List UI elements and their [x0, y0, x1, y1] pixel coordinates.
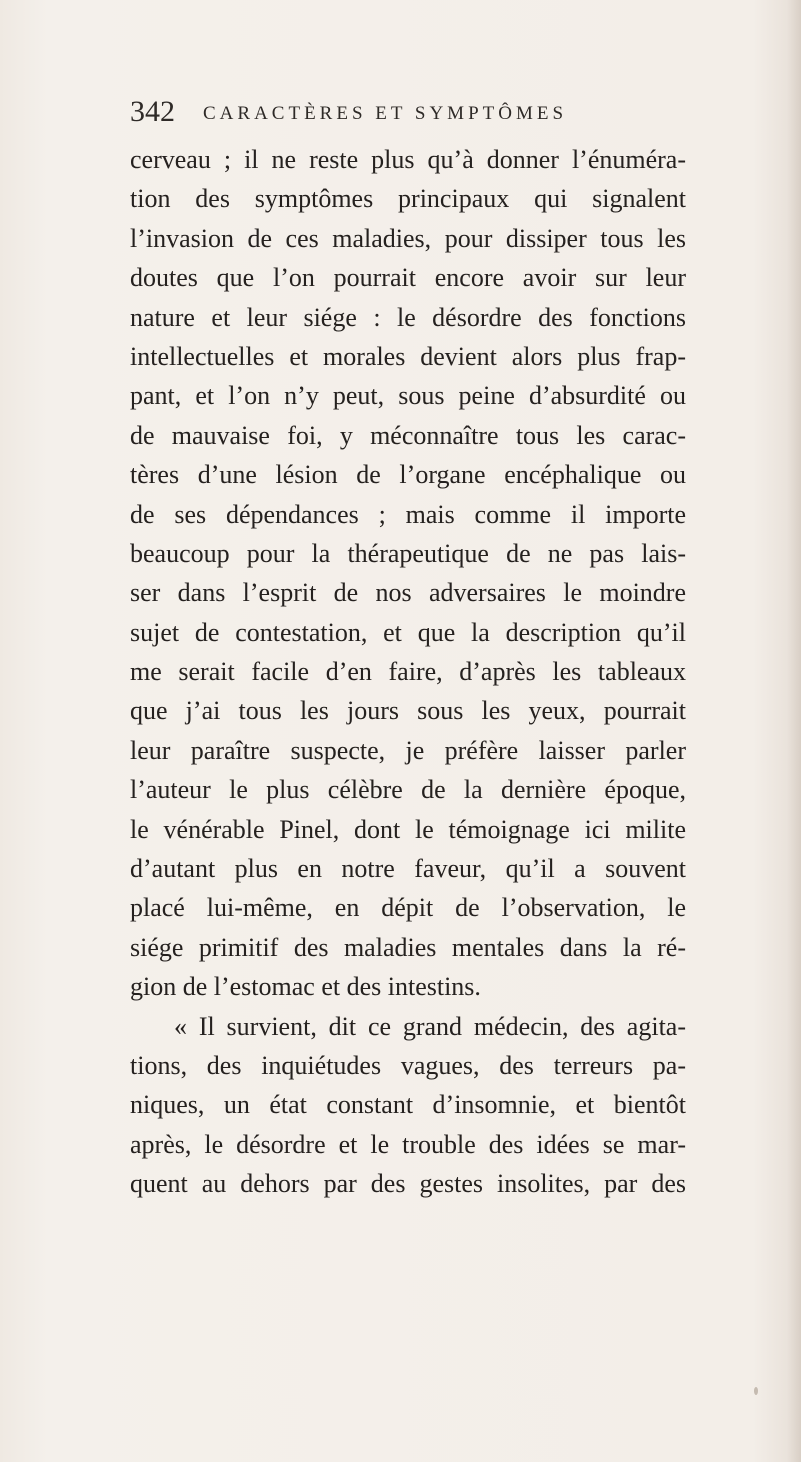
- text-line: quent au dehors par des gestes insolites, par des: [130, 1169, 686, 1199]
- text-line: nature et leur siége : le désordre des fonctions: [130, 302, 686, 332]
- running-title: CARACTÈRES ET SYMPTÔMES: [203, 103, 568, 124]
- text-line: le vénérable Pinel, dont le témoignage ici milite: [130, 814, 686, 844]
- text-line: cerveau ; il ne reste plus qu’à donner l’énuméra-: [130, 145, 686, 174]
- text-line: placé lui-même, en dépit de l’observation, le: [130, 893, 686, 923]
- text-line: tion des symptômes principaux qui signalent: [130, 184, 686, 214]
- text-line: leur paraître suspecte, je préfère laisser parler: [130, 735, 686, 765]
- text-line: sujet de contestation, et que la description qu’il: [130, 617, 686, 647]
- text-line: ser dans l’esprit de nos adversaires le moindre: [130, 578, 686, 608]
- text-line: de mauvaise foi, y méconnaître tous les carac-: [130, 420, 686, 450]
- text-line: « Il survient, dit ce grand médecin, des agita-: [174, 1011, 686, 1041]
- text-line: après, le désordre et le trouble des idées se mar-: [130, 1129, 686, 1159]
- page-edge-shadow: [787, 0, 801, 1462]
- text-line: tères d’une lésion de l’organe encéphalique ou: [130, 460, 686, 490]
- text-line: intellectuelles et morales devient alors plus frap-: [130, 341, 686, 371]
- text-line: tions, des inquiétudes vagues, des terreurs pa-: [130, 1050, 686, 1080]
- body-text: [130, 140, 686, 1204]
- text-line: doutes que l’on pourrait encore avoir sur leur: [130, 263, 686, 293]
- text-line: pant, et l’on n’y peut, sous peine d’absurdité ou: [130, 381, 686, 411]
- text-line: me serait facile d’en faire, d’après les tableaux: [130, 657, 686, 687]
- text-line: gion de l’estomac et des intestins.: [130, 972, 481, 1002]
- text-line: l’invasion de ces maladies, pour dissiper tous les: [130, 223, 686, 253]
- text-line: beaucoup pour la thérapeutique de ne pas lais-: [130, 538, 686, 568]
- paper-spot: [754, 1387, 758, 1395]
- text-line: niques, un état constant d’insomnie, et bientôt: [130, 1090, 686, 1120]
- text-line: que j’ai tous les jours sous les yeux, pourrait: [130, 696, 686, 726]
- page-number: 342: [130, 95, 175, 128]
- text-line: siége primitif des maladies mentales dans la ré-: [130, 932, 686, 962]
- text-line: d’autant plus en notre faveur, qu’il a souvent: [130, 854, 686, 884]
- text-line: l’auteur le plus célèbre de la dernière époque,: [130, 775, 686, 805]
- text-line: de ses dépendances ; mais comme il importe: [130, 499, 686, 529]
